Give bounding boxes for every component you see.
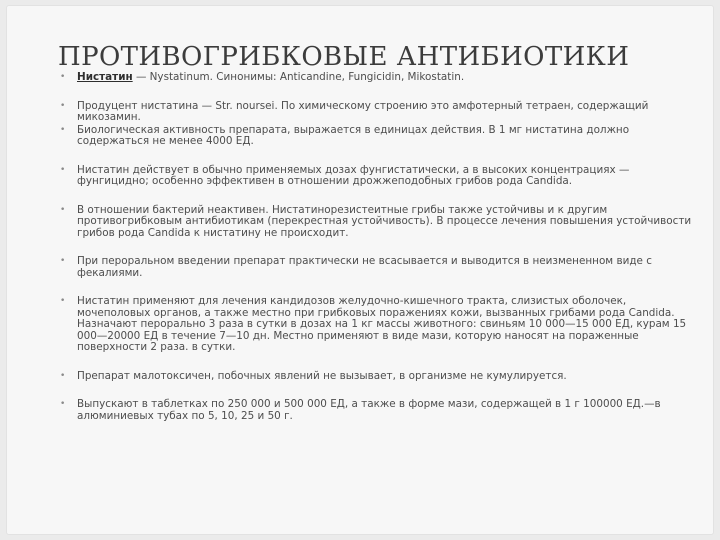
bullet-text: Препарат малотоксичен, побочных явлений не вызывает, в организме не кумулируется. [77,369,567,382]
bullet-marker: • [60,399,66,409]
bullet-item-producer [59,101,699,124]
bullet-text: Биологическая активность препарата, выражается в единицах действия. В 1 мг нистатина должно содержаться не менее 4000 ЕД. [77,123,630,147]
bullet-item-fungistatic-action [59,165,699,188]
bullet-text: При пероральном введении препарат практически не всасывается и выводится в неизмененном виде с фекалиями. [77,255,652,279]
bullet-marker: • [60,256,66,266]
term-nystatin: Нистатин [77,71,133,83]
bullet-text: В отношении бактерий неактивен. Нистатинорезистеитные грибы также устойчивы и к другим противогрибковым антибиотикам (перекрестная устойчивость). В процессе лечения повышения устойчивости грибов рода Candida к нистатину не происходит. [77,203,692,239]
bullet-marker: • [60,100,66,111]
bullet-item-application-dosage [59,296,699,354]
bullet-marker: • [60,72,66,82]
bullet-marker: • [60,370,66,381]
bullet-text: Нистатин применяют для лечения кандидозов желудочно-кишечного тракта, слизистых оболочек, мочеполовых органов, а также местно при грибковых поражениях кожи, вызванных грибами рода Candida. Назначают перорально 3 раза в сутки в дозах на 1 кг массы животного: свиньям 10 000—15 000 ЕД, курам 15 000—20000 ЕД в течение 7—10 дн. Местно применяют в виде мази, которую наносят на пораженные поверхности 2 раза. в сутки. [77,295,687,353]
bullet-text: — Nystatinum. Синонимы: Anticandine, Fungicidin, Mikostatin. [132,71,465,83]
bullet-marker: • [60,296,66,306]
bullet-item-nystatin-names [59,72,699,84]
bullet-marker: • [60,124,66,135]
bullet-marker: • [60,204,66,215]
bullet-text: Нистатин действует в обычно применяемых дозах фунгистатически, а в высоких концентрациях — фунгицидно; особенно эффективен в отношении дрожжеподобных грибов рода Candida. [77,163,630,187]
bullet-item-bacteria-resistance [59,205,699,240]
bullet-item-toxicity [59,371,699,383]
bullet-item-oral-absorption [59,256,699,279]
slide [7,6,713,534]
bullet-item-release-forms [59,399,699,422]
bullet-list [59,72,699,439]
bullet-marker: • [60,164,66,175]
bullet-text: Продуцент нистатина — Str. noursei. По химическому строению это амфотерный тетраен, содержащий микозамин. [77,99,649,123]
slide-title: ПРОТИВОГРИБКОВЫЕ АНТИБИОТИКИ [58,42,630,72]
bullet-item-activity-units [59,125,699,148]
bullet-text: Выпускают в таблетках по 250 000 и 500 000 ЕД, а также в форме мази, содержащей в 1 г 100000 ЕД.—в алюминиевых тубах по 5, 10, 25 и 50 г. [77,398,661,422]
